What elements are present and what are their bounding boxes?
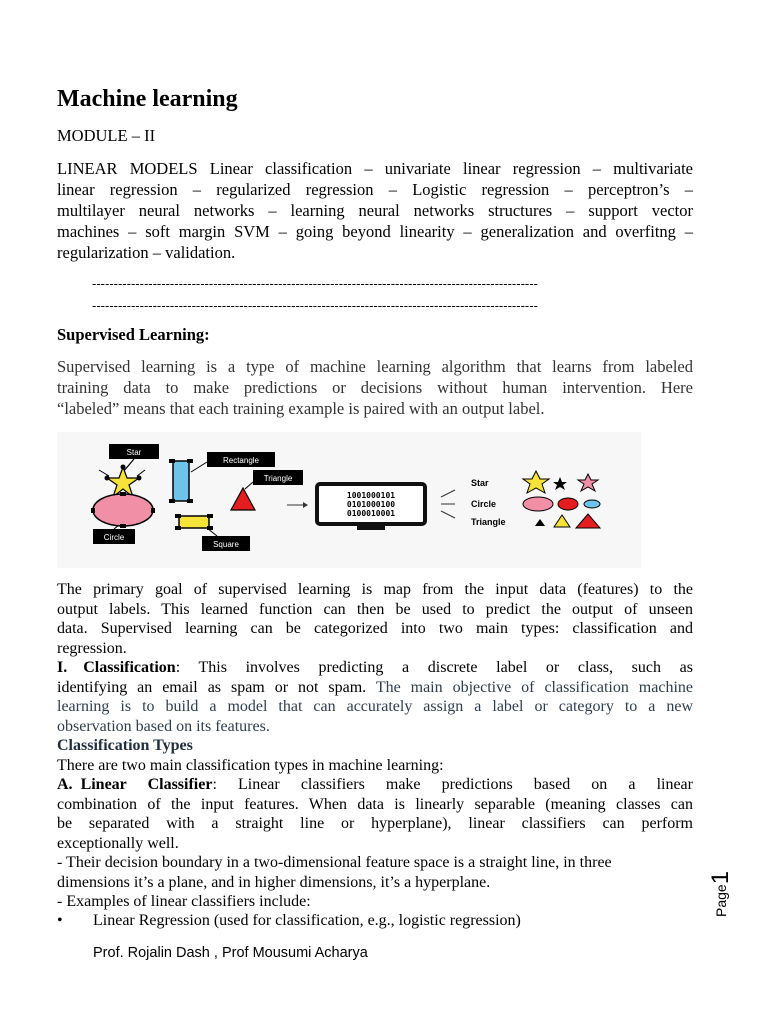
bullet-text: Linear Regression (used for classification, e.g., logistic regression) bbox=[93, 912, 521, 929]
separator-line: ------------------------------------------------------------------------------------------------------- bbox=[92, 298, 538, 313]
linear-line: combination of the input features. When data is linearly separable (meaning classes can bbox=[57, 795, 693, 813]
input-label-square: Square bbox=[213, 540, 239, 549]
syllabus-line: linear regression – regularized regression – Logistic regression – perceptron’s – bbox=[57, 180, 693, 199]
examples-intro: - Examples of linear classifiers include: bbox=[57, 893, 311, 910]
supervised-line: Supervised learning is a type of machine learning algorithm that learns from labeled bbox=[57, 357, 693, 376]
classification-line bbox=[57, 658, 693, 678]
output-label-triangle: Triangle bbox=[471, 517, 506, 527]
section-heading-supervised: Supervised Learning: bbox=[57, 325, 210, 344]
linear-line: exceptionally well. bbox=[57, 834, 179, 852]
syllabus-line: machines – soft margin SVM – going beyond linearity – generalization and overfitng – bbox=[57, 222, 693, 241]
page-label: Page bbox=[713, 884, 729, 917]
boundary-line: dimensions it’s a plane, and in higher dimensions, it’s a hyperplane. bbox=[57, 873, 491, 891]
supervised-paragraph bbox=[57, 356, 693, 419]
syllabus-line: LINEAR MODELS Linear classification – univariate linear regression – multivariate bbox=[57, 159, 693, 178]
input-label-triangle: Triangle bbox=[263, 474, 293, 483]
classification-line bbox=[57, 678, 693, 698]
syllabus-line: multilayer neural networks – learning neural networks structures – support vector bbox=[57, 201, 693, 220]
square-shape bbox=[179, 516, 209, 528]
classification-objective: The main objective of classification machine bbox=[375, 678, 693, 696]
boundary-line: - Their decision boundary in a two-dimensional feature space is a straight line, in three bbox=[57, 854, 612, 871]
input-label-rectangle: Rectangle bbox=[222, 456, 260, 465]
page-number-block bbox=[700, 870, 750, 930]
supervised-line: “labeled” means that each training example is paired with an output label. bbox=[57, 399, 545, 418]
supervised-line: training data to make predictions or decisions without human intervention. Here bbox=[57, 378, 693, 397]
classification-text: identifying an email as spam or not spam. bbox=[57, 678, 376, 696]
classification-number: I. bbox=[57, 659, 68, 676]
footer-authors: Prof. Rojalin Dash , Prof Mousumi Acharya bbox=[93, 945, 368, 961]
linear-text: : Linear classifiers make predictions based on a linear bbox=[212, 776, 693, 793]
syllabus-paragraph bbox=[57, 158, 693, 263]
classification-objective-line: observation based on its features. bbox=[57, 717, 270, 735]
module-label: MODULE – II bbox=[57, 126, 156, 145]
classification-types-intro: There are two main classification types in machine learning: bbox=[57, 756, 444, 774]
input-label-circle: Circle bbox=[103, 533, 125, 542]
rectangle-shape bbox=[173, 461, 189, 501]
goal-line: regression. bbox=[57, 639, 127, 657]
goal-line: The primary goal of supervised learning is map from the input data (features) to the bbox=[57, 581, 693, 598]
linear-classifier-line bbox=[57, 775, 693, 795]
circle-shape bbox=[93, 494, 153, 526]
binary-line: 0100010001 bbox=[346, 509, 396, 518]
goal-line: output labels. This learned function can then be used to predict the output of unseen bbox=[57, 600, 693, 618]
page-title: Machine learning bbox=[57, 86, 238, 112]
classification-types-heading: Classification Types bbox=[57, 737, 193, 754]
page-number: 1 bbox=[707, 870, 734, 885]
classification-objective-line: learning is to build a model that can accurately assign a label or category to a new bbox=[57, 698, 693, 715]
output-label-circle: Circle bbox=[471, 499, 497, 509]
bullet-dot: • bbox=[57, 912, 63, 929]
binary-line: 1001000101 bbox=[346, 491, 396, 500]
binary-line: 0101000100 bbox=[346, 500, 396, 509]
output-label-star: Star bbox=[471, 478, 489, 488]
goal-line: data. Supervised learning can be categorized into two main types: classification and bbox=[57, 620, 693, 637]
input-label-star: Star bbox=[126, 448, 142, 457]
bullet-item bbox=[57, 911, 521, 931]
linear-line: be separated with a straight line or hyperplane), linear classifiers can perform bbox=[57, 815, 693, 832]
supervised-learning-figure bbox=[57, 432, 641, 568]
separator-line: ------------------------------------------------------------------------------------------------------- bbox=[92, 276, 538, 291]
linear-number: A. bbox=[57, 776, 73, 793]
syllabus-line: regularization – validation. bbox=[57, 243, 236, 262]
linear-term: Linear Classifier bbox=[80, 776, 213, 793]
classification-term: Classification bbox=[83, 659, 176, 676]
classification-text: : This involves predicting a discrete label or class, such as bbox=[175, 659, 693, 676]
page-label-rotated bbox=[707, 871, 735, 917]
